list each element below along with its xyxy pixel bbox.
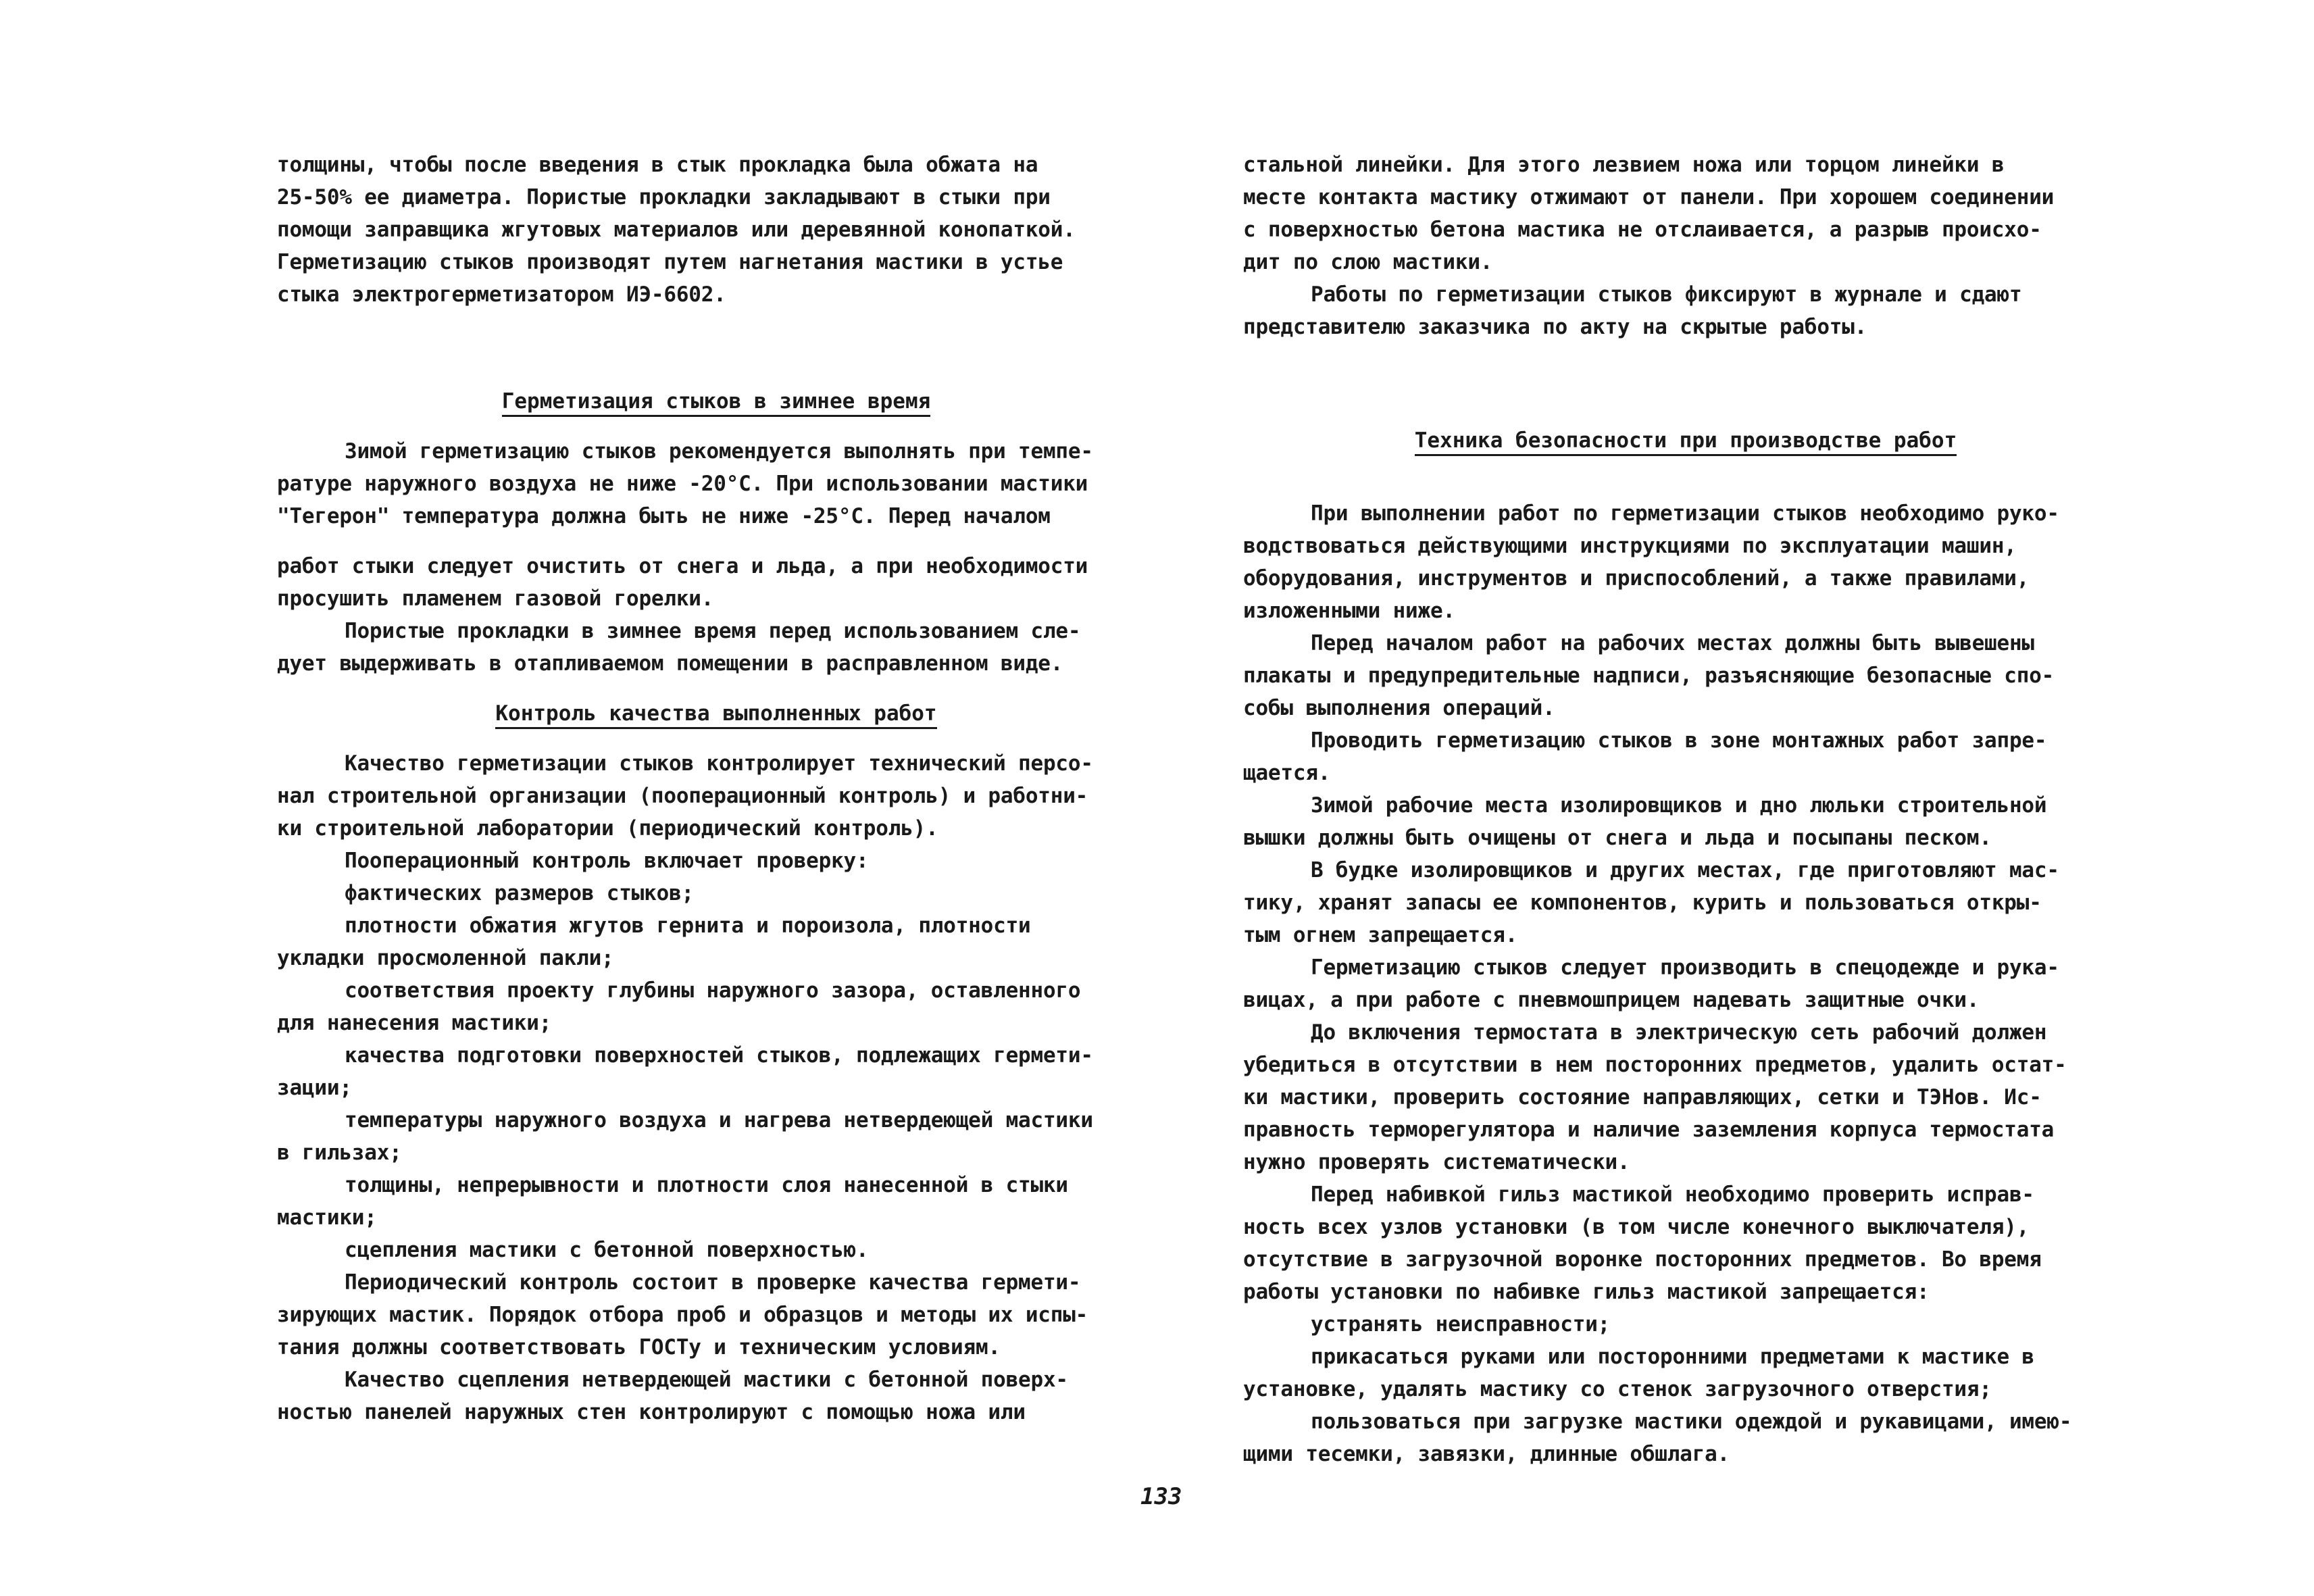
text-line: в гильзах; [277,1141,402,1165]
text-line: нужно проверять систематически. [1243,1150,1630,1174]
text-line: изложенными ниже. [1243,599,1455,623]
text-line: с поверхностью бетона мастика не отслаивается, а разрыв происхо- [1243,218,2042,242]
text-line: плотности обжатия жгутов гернита и пороизола, плотности [345,914,1031,938]
text-line: Работы по герметизации стыков фиксируют в журнале и сдают [1311,282,2022,307]
text-line: ратуре наружного воздуха не ниже -20°С. При использовании мастики [277,472,1088,496]
text-line: До включения термостата в электрическую сеть рабочий должен [1311,1020,2047,1045]
text-line: дит по слою мастики. [1243,250,1493,274]
text-line: В будке изолировщиков и других местах, где приготовляют мас- [1311,858,2059,882]
text-line: устранять неисправности; [1311,1312,1611,1337]
text-line: укладки просмоленной пакли; [277,946,614,970]
text-line: мастики; [277,1205,377,1230]
text-line: отсутствие в загрузочной воронке посторонних предметов. Во время [1243,1247,2042,1272]
text-line: работы установки по набивке гильз мастикой запрещается: [1243,1280,1930,1304]
right-column [1243,149,2128,1470]
text-line: нал строительной организации (пооперационный контроль) и работни- [277,784,1088,808]
text-line: Герметизацию стыков следует производить в спецодежде и рука- [1311,955,2059,980]
text-line: правность терморегулятора и наличие заземления корпуса термостата [1243,1118,2055,1142]
text-line: "Тегерон" температура должна быть не ниже -25°С. Перед началом [277,504,1051,528]
text-line: Проводить герметизацию стыков в зоне монтажных работ запре- [1311,728,2047,753]
text-line: сцепления мастики с бетонной поверхностью. [345,1238,869,1262]
text-line: работ стыки следует очистить от снега и льда, а при необходимости [277,554,1088,578]
text-line: тания должны соответствовать ГОСТу и техническим условиям. [277,1335,1001,1360]
text-line: вышки должны быть очищены от снега и льда и посыпаны песком. [1243,826,1992,850]
quality-section [277,747,1155,1428]
text-line: для нанесения мастики; [277,1011,552,1035]
text-line: оборудования, инструментов и приспособлений, а также правилами, [1243,566,2030,591]
text-line: помощи заправщика жгутовых материалов или деревянной конопаткой. [277,218,1076,242]
text-line: Герметизацию стыков производят путем нагнетания мастики в устье [277,250,1063,274]
text-line: зирующих мастик. Порядок отбора проб и образцов и методы их испы- [277,1303,1088,1327]
text-line: Пористые прокладки в зимнее время перед использованием сле- [345,619,1081,643]
page-number: 133 [1140,1483,1182,1510]
left-intro-paragraph [277,149,1155,311]
text-line: прикасаться руками или посторонними предметами к мастике в [1311,1345,2034,1369]
text-line: температуры наружного воздуха и нагрева нетвердеющей мастики [345,1108,1093,1132]
text-line: соответствия проекту глубины наружного зазора, оставленного [345,978,1081,1003]
text-line: просушить пламенем газовой горелки. [277,587,714,611]
text-line: 25-50% ее диаметра. Пористые прокладки закладывают в стыки при [277,185,1051,209]
text-line: вицах, а при работе с пневмошприцем надевать защитные очки. [1243,988,1980,1012]
text-line: Перед началом работ на рабочих местах должны быть вывешены [1311,631,2034,655]
text-line: толщины, непрерывности и плотности слоя нанесенной в стыки [345,1173,1068,1197]
text-line: месте контакта мастику отжимают от панели. При хорошем соединении [1243,185,2055,209]
text-line: стыка электрогерметизатором ИЭ-6602. [277,282,726,307]
section-heading-quality: Контроль качества выполненных работ [277,697,1155,730]
winter-section [277,435,1155,680]
text-line: ность всех узлов установки (в том числе конечного выключателя), [1243,1215,2030,1239]
text-line: Качество герметизации стыков контролирует технический персо- [345,751,1093,776]
text-line: щими тесемки, завязки, длинные обшлага. [1243,1442,1730,1466]
text-line: Зимой рабочие места изолировщиков и дно люльки строительной [1311,793,2047,818]
text-line: зации; [277,1076,352,1100]
safety-section [1243,497,2128,1470]
text-line: Качество сцепления нетвердеющей мастики с бетонной поверх- [345,1368,1068,1392]
right-intro-paragraph [1243,149,2128,343]
text-line: качества подготовки поверхностей стыков, подлежащих гермети- [345,1043,1093,1068]
text-line: стальной линейки. Для этого лезвием ножа или торцом линейки в [1243,153,2005,177]
text-line: Пооперационный контроль включает проверку: [345,849,869,873]
text-line: установке, удалять мастику со стенок загрузочного отверстия; [1243,1377,1992,1401]
text-line: толщины, чтобы после введения в стык прокладка была обжата на [277,153,1038,177]
section-heading-safety: Техника безопасности при производстве работ [1243,424,2128,457]
text-line: Зимой герметизацию стыков рекомендуется выполнять при темпе- [345,439,1093,464]
text-line: Перед набивкой гильз мастикой необходимо проверить исправ- [1311,1182,2034,1207]
text-line: тым огнем запрещается. [1243,923,1518,947]
text-line: тику, хранят запасы ее компонентов, курить и пользоваться откры- [1243,891,2042,915]
left-column [277,149,1155,1428]
text-line: собы выполнения операций. [1243,696,1555,720]
text-line: ки строительной лаборатории (периодический контроль). [277,816,938,841]
text-line: пользоваться при загрузке мастики одеждой и рукавицами, имею- [1311,1410,2072,1434]
text-line: щается. [1243,761,1331,785]
text-line: представителю заказчика по акту на скрытые работы. [1243,315,1867,339]
text-line: При выполнении работ по герметизации стыков необходимо руко- [1311,501,2059,526]
section-heading-winter: Герметизация стыков в зимнее время [277,385,1155,418]
text-line: убедиться в отсутствии в нем посторонних предметов, удалить остат- [1243,1053,2067,1077]
text-line: ностью панелей наружных стен контролируют с помощью ножа или [277,1400,1026,1424]
text-line: плакаты и предупредительные надписи, разъясняющие безопасные спо- [1243,664,2055,688]
text-line: дует выдерживать в отапливаемом помещении в расправленном виде. [277,651,1063,676]
text-line: водствоваться действующими инструкциями по эксплуатации машин, [1243,534,2017,558]
text-line: ки мастики, проверить состояние направляющих, сетки и ТЭНов. Ис- [1243,1085,2042,1109]
text-line: фактических размеров стыков; [345,881,694,905]
text-line: Периодический контроль состоит в проверке качества гермети- [345,1270,1081,1295]
